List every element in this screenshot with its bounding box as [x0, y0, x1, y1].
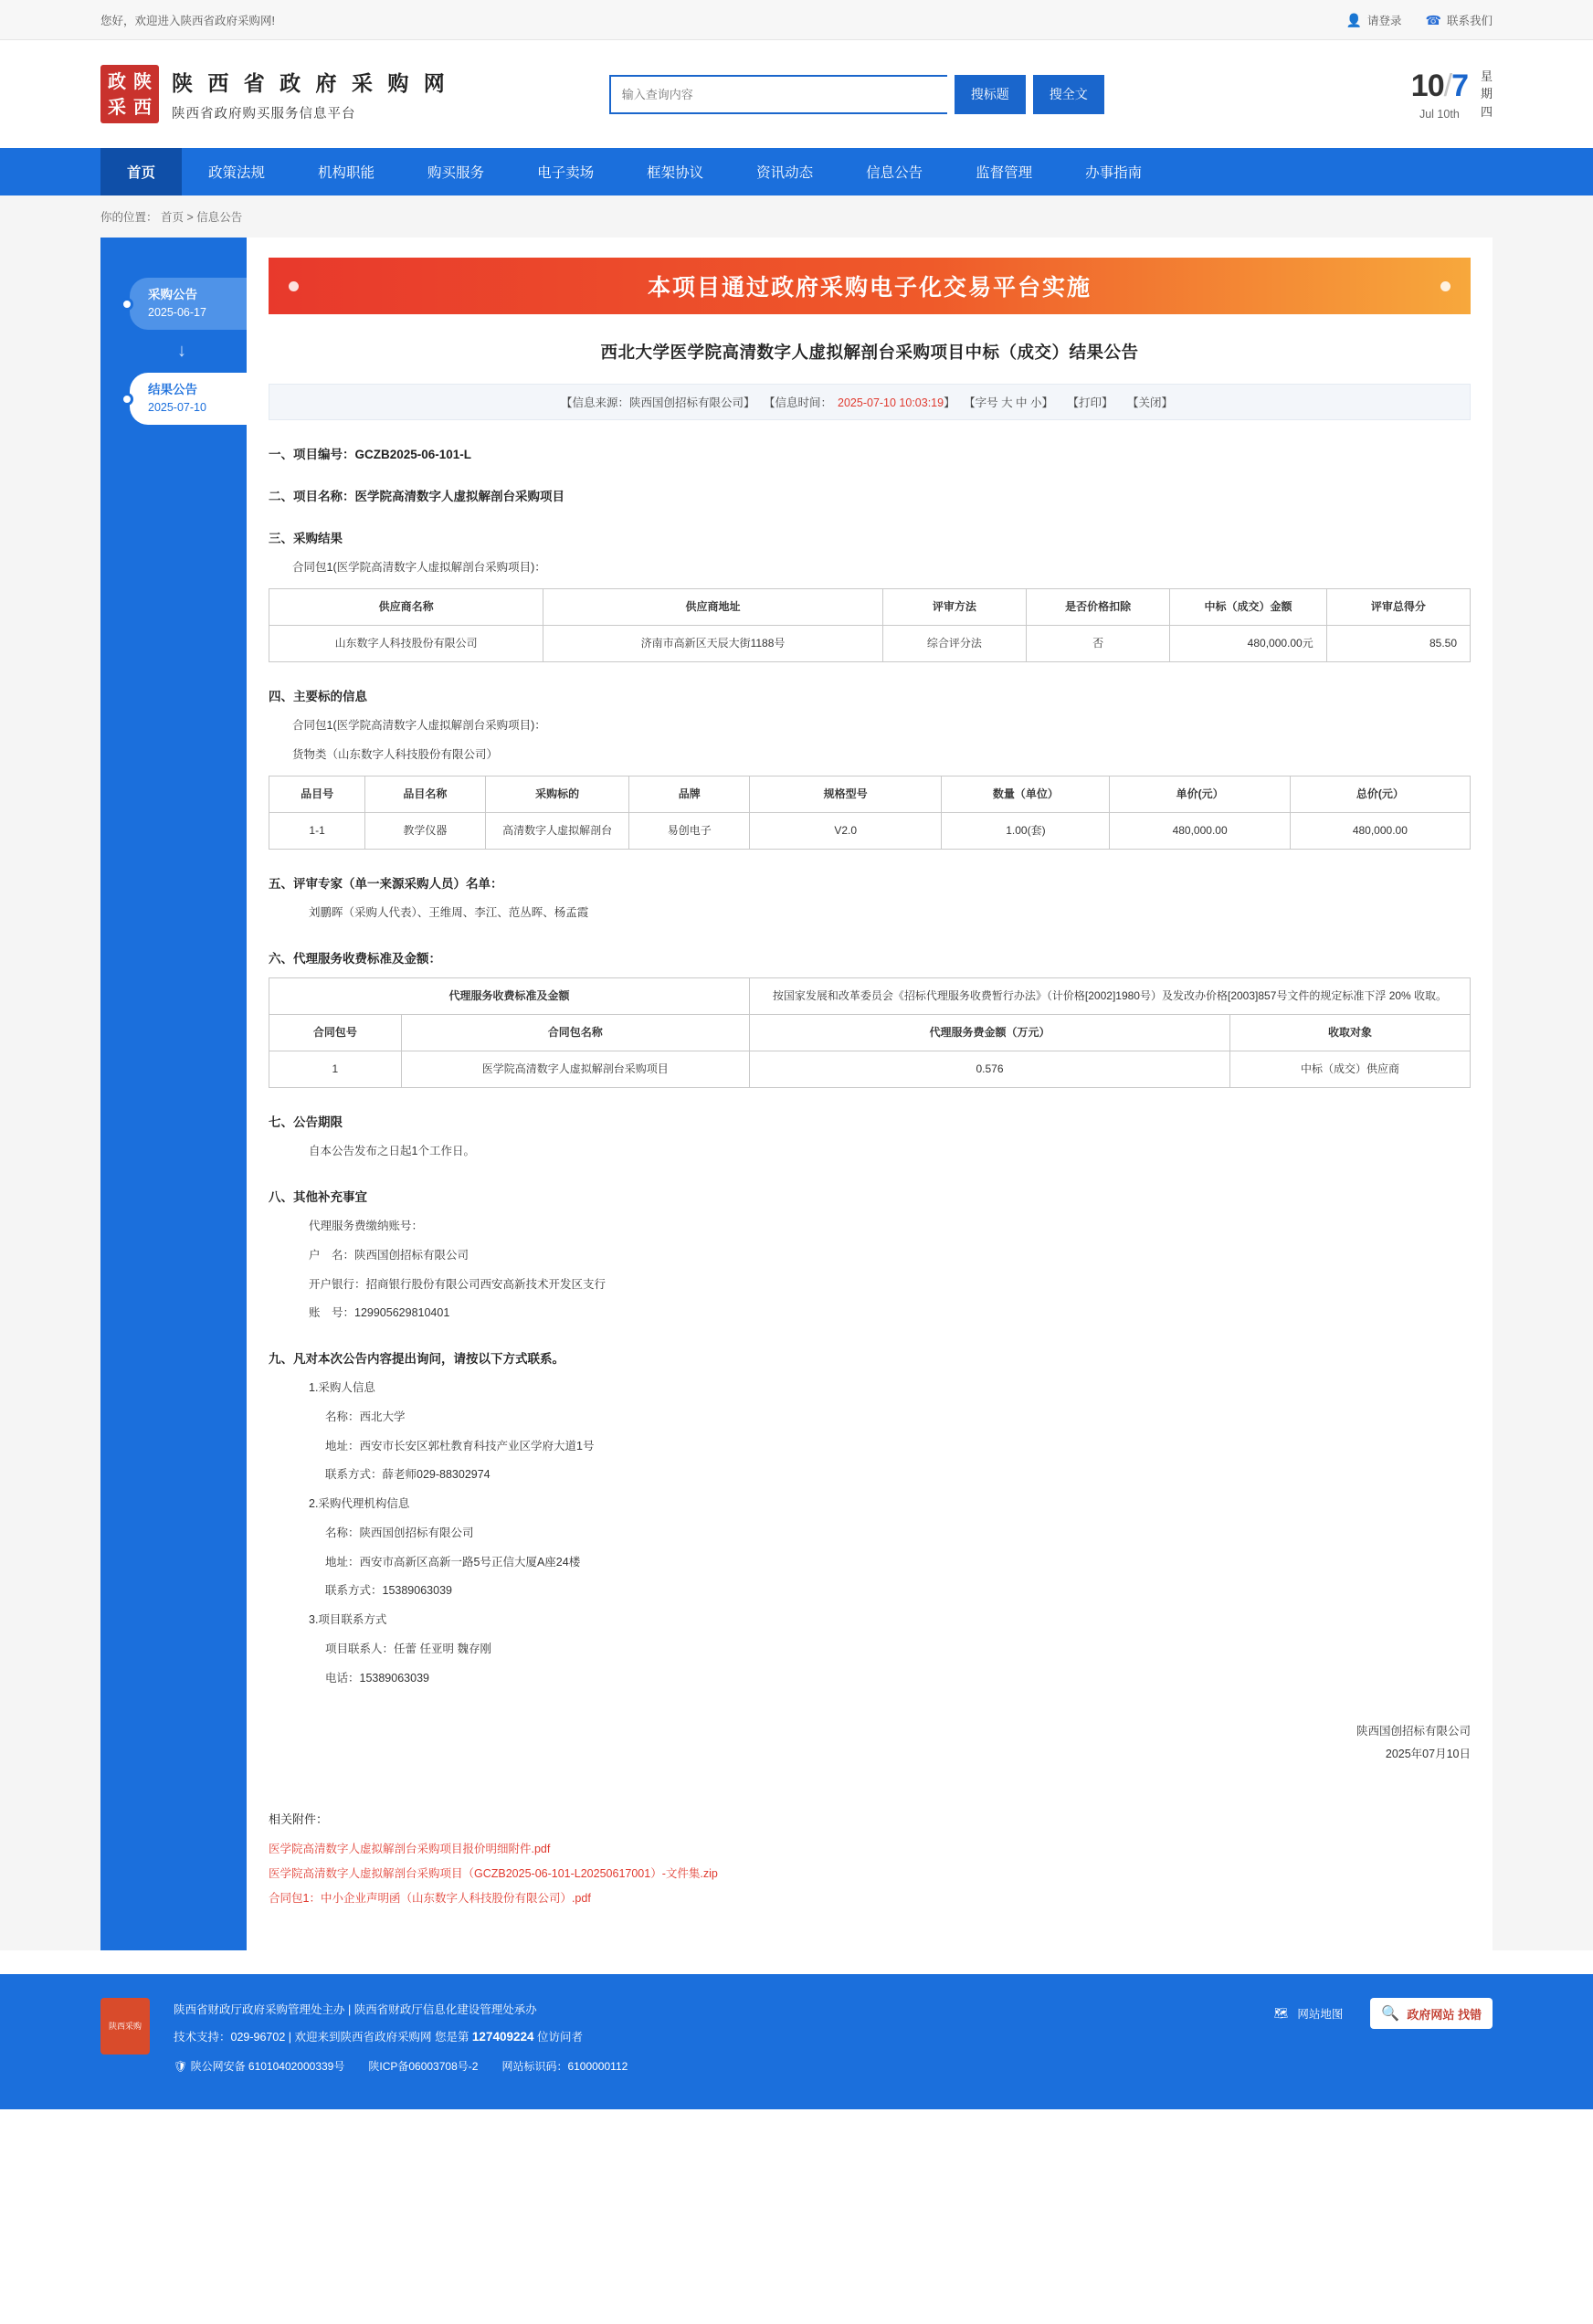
signature-org: 陕西国创招标有限公司	[1356, 1725, 1471, 1738]
step-dot-icon	[121, 298, 133, 311]
th-price-deduction: 是否价格扣除	[1027, 588, 1170, 625]
weekday-block	[1481, 68, 1493, 121]
th-fee-payer: 收取对象	[1229, 1014, 1470, 1051]
date-sub: Jul 10th	[1419, 107, 1460, 121]
section-5-title: 五、评审专家（单一来源采购人员）名单：	[269, 877, 503, 891]
section-4-title: 四、主要标的信息	[269, 690, 367, 704]
meta-fontsize[interactable]: 【字号 大 中 小】	[964, 396, 1054, 409]
contact-group-1-line-3: 联系方式：薛老师029-88302974	[325, 1468, 491, 1482]
attachments-list	[269, 1840, 1471, 1906]
section-6-title: 六、代理服务收费标准及金额：	[269, 951, 441, 966]
logo-char-4: 西	[133, 95, 152, 118]
td-item-target: 高清数字人虚拟解剖台	[485, 812, 629, 849]
date-slash: /	[1443, 68, 1452, 103]
attachments-title: 相关附件：	[269, 1812, 329, 1827]
td-item-no: 1-1	[269, 812, 365, 849]
td-brand: 易创电子	[629, 812, 750, 849]
contact-group-3-line-2: 电话：15389063039	[325, 1671, 429, 1685]
td-quantity: 1.00(套)	[942, 812, 1110, 849]
logo-char-3: 采	[108, 95, 126, 118]
banner-text: 本项目通过政府采购电子化交易平台实施	[647, 274, 1092, 301]
footer-visit-count: 127409224	[471, 2029, 534, 2044]
step-purchase-date: 2025-06-17	[148, 306, 206, 320]
footer-police-record[interactable]	[174, 2055, 344, 2078]
table-row	[269, 625, 1471, 661]
search-area	[609, 75, 1104, 114]
td-spec: V2.0	[749, 812, 941, 849]
meta-print-button[interactable]: 【打印】	[1067, 396, 1113, 409]
step-result-pill	[130, 373, 247, 425]
td-unit-price: 480,000.00	[1110, 812, 1290, 849]
footer-line-2	[174, 2023, 628, 2051]
nav-item-functions[interactable]: 机构职能	[318, 165, 375, 181]
sitemap-link[interactable]	[1274, 2005, 1344, 2022]
section-1-title: 一、项目编号：GCZB2025-06-101-L	[269, 448, 472, 461]
meta-bar	[269, 384, 1471, 420]
fee-head-right: 按国家发展和改革委员会《招标代理服务收费暂行办法》（计价格[2002]1980号）及发改办价格[2003]857号文件的规定标准下浮 20% 收取。	[749, 977, 1470, 1014]
weekday-1: 星	[1480, 69, 1493, 83]
weekday-2: 期	[1480, 87, 1493, 101]
td-price-deduction: 否	[1027, 625, 1170, 661]
banner-dot-right-icon	[1440, 281, 1451, 291]
footer-line-1: 陕西省财政厅政府采购管理处主办 | 陕西省财政厅信息化建设管理处承办	[174, 2003, 537, 2017]
td-review-method: 综合评分法	[882, 625, 1026, 661]
th-supplier-address: 供应商地址	[543, 588, 883, 625]
td-fee-payer: 中标（成交）供应商	[1229, 1051, 1470, 1088]
breadcrumb	[0, 195, 1593, 238]
table-row	[269, 1051, 1471, 1088]
footer-text	[174, 1998, 628, 2078]
nav-item-home[interactable]: 首页	[100, 148, 182, 195]
th-item-no: 品目号	[269, 776, 365, 812]
section-8-line-4: 账 号：129905629810401	[309, 1306, 450, 1320]
welcome-text: 您好，欢迎进入陕西省政府采购网!	[100, 14, 275, 27]
th-award-amount: 中标（成交）金额	[1170, 588, 1327, 625]
login-label: 请登录	[1367, 14, 1402, 27]
contact-group-2-head: 2.采购代理机构信息	[309, 1497, 410, 1511]
top-bar	[0, 0, 1593, 40]
meta-time-end: 】	[944, 396, 955, 409]
section-8-line-3: 开户银行：招商银行股份有限公司西安高新技术开发区支行	[309, 1277, 607, 1291]
date-block	[1411, 68, 1493, 121]
contact-group-2-line-3: 联系方式：15389063039	[325, 1584, 452, 1598]
announcement-content	[247, 238, 1493, 1950]
section-8-line-1: 代理服务费缴纳账号：	[309, 1220, 424, 1233]
result-table	[269, 588, 1471, 662]
page-body	[0, 238, 1593, 1950]
td-total-price: 480,000.00	[1290, 812, 1470, 849]
logo-text	[172, 67, 449, 122]
td-fee-amount: 0.576	[749, 1051, 1229, 1088]
breadcrumb-prefix: 你的位置：	[100, 211, 158, 224]
meta-source: 陕西国创招标有限公司	[628, 396, 744, 409]
date-day: 7	[1451, 68, 1468, 103]
logo-char-1: 政	[108, 69, 126, 92]
contact-group-1-line-1: 名称：西北大学	[325, 1410, 406, 1423]
meta-close-button[interactable]: 【关闭】	[1127, 396, 1174, 409]
td-item-name: 教学仪器	[365, 812, 486, 849]
step-dot-icon	[121, 393, 133, 406]
breadcrumb-home[interactable]: 首页	[161, 211, 185, 224]
th-review-method: 评审方法	[882, 588, 1026, 625]
td-package-no: 1	[269, 1051, 402, 1088]
table-row	[269, 812, 1471, 849]
meta-time: 2025-07-10 10:03:19	[838, 396, 944, 409]
site-name: 陕 西 省 政 府 采 购 网	[172, 70, 449, 95]
breadcrumb-sep: >	[186, 211, 194, 224]
footer-police-text: 陕公网安备 61010402000339号	[190, 2059, 345, 2073]
section-3-title: 三、采购结果	[269, 532, 343, 545]
nav-items	[100, 148, 1168, 195]
nav-item-e-market[interactable]: 电子卖场	[537, 165, 595, 181]
nav-item-purchase-service[interactable]: 购买服务	[427, 165, 485, 181]
footer-legal	[174, 2055, 628, 2078]
nav-item-supervision[interactable]: 监督管理	[976, 165, 1033, 181]
breadcrumb-current: 信息公告	[196, 211, 243, 224]
nav-item-guide[interactable]: 办事指南	[1085, 165, 1143, 181]
contact-group-2-line-1: 名称：陕西国创招标有限公司	[325, 1526, 474, 1539]
th-fee-amount: 代理服务费金额（万元）	[749, 1014, 1229, 1051]
section-8-line-2: 户 名：陕西国创招标有限公司	[309, 1248, 469, 1262]
fee-head-row	[269, 977, 1471, 1014]
signature-date: 2025年07月10日	[1385, 1748, 1471, 1761]
contact-link[interactable]	[1426, 12, 1493, 28]
th-supplier-name: 供应商名称	[269, 588, 543, 625]
nav-item-policy[interactable]: 政策法规	[208, 165, 266, 181]
magnifier-icon: 🔍	[1381, 2006, 1400, 2023]
table-header-row	[269, 1014, 1471, 1051]
banner-dot-left-icon	[289, 281, 299, 291]
step-purchase-title: 采购公告	[148, 288, 197, 301]
logo-icon	[100, 65, 159, 123]
login-link[interactable]	[1346, 12, 1402, 28]
fee-head-left: 代理服务收费标准及金额	[269, 977, 750, 1014]
footer-visits-prefix: 技术支持：029-96702 | 欢迎来到陕西省政府采购网 您是第	[174, 2030, 472, 2044]
phone-icon: ☎	[1425, 12, 1441, 27]
table-header-row	[269, 588, 1471, 625]
contact-group-3-line-1: 项目联系人：任蕾 任亚明 魏存刚	[325, 1642, 491, 1655]
footer-inner	[100, 1998, 1493, 2078]
nav-item-framework[interactable]: 框架协议	[647, 165, 704, 181]
gov-feedback-badge[interactable]	[1370, 1998, 1493, 2029]
map-icon: 🗺	[1273, 2006, 1289, 2020]
attachment-link-3[interactable]: 合同包1：中小企业声明函（山东数字人科技股份有限公司）.pdf	[269, 1892, 591, 1906]
sitemap-label: 网站地图	[1297, 2008, 1344, 2022]
th-item-name: 品目名称	[365, 776, 486, 812]
progress-sidebar	[100, 238, 247, 1950]
section-7-body: 自本公告发布之日起1个工作日。	[309, 1145, 475, 1158]
section-5-body: 刘鹏晖（采购人代表）、王维周、李江、范丛晖、杨孟霞	[309, 906, 589, 919]
section-4-sub1: 合同包1(医学院高清数字人虚拟解剖台采购项目)：	[292, 719, 546, 733]
sidebar-step-result[interactable]	[113, 373, 247, 425]
signature-block	[269, 1720, 1471, 1766]
search-fulltext-button[interactable]: 搜全文	[1033, 75, 1104, 114]
gov-badge-line1: 政府网站	[1407, 2007, 1455, 2022]
th-brand: 品牌	[629, 776, 750, 812]
gov-badge-text	[1407, 2005, 1482, 2023]
date-numbers	[1411, 69, 1468, 104]
section-3-subtitle: 合同包1(医学院高清数字人虚拟解剖台采购项目)：	[292, 561, 546, 574]
th-unit-price: 单价(元）	[1110, 776, 1290, 812]
td-total-score: 85.50	[1326, 625, 1470, 661]
shield-icon: 🛡	[174, 2059, 188, 2073]
footer-right	[1274, 1998, 1493, 2029]
section-8-title: 八、其他补充事宜	[269, 1190, 367, 1205]
td-supplier-address: 济南市高新区天辰大街1188号	[543, 625, 883, 661]
search-input[interactable]	[609, 75, 947, 114]
step-arrow-icon: ↓	[177, 341, 186, 361]
th-total-score: 评审总得分	[1326, 588, 1470, 625]
th-package-no: 合同包号	[269, 1014, 402, 1051]
site-header	[0, 40, 1593, 148]
attachment-link-1[interactable]: 医学院高清数字人虚拟解剖台采购项目报价明细附件.pdf	[269, 1843, 551, 1856]
section-9-title: 九、凡对本次公告内容提出询问，请按以下方式联系。	[269, 1352, 564, 1367]
fee-table	[269, 977, 1471, 1089]
topbar-links	[1346, 12, 1493, 28]
search-title-button[interactable]: 搜标题	[955, 75, 1026, 114]
section-2-title: 二、项目名称：医学院高清数字人虚拟解剖台采购项目	[269, 490, 564, 503]
logo-char-2: 陕	[133, 69, 152, 92]
contact-group-2-line-2: 地址：西安市高新区高新一路5号正信大厦A座24楼	[325, 1555, 581, 1569]
section-4-sub2: 货物类（山东数字人科技股份有限公司）	[292, 747, 499, 761]
meta-time-label: 【信息时间：	[764, 396, 833, 409]
page-title: 西北大学医学院高清数字人虚拟解剖台采购项目中标（成交）结果公告	[600, 343, 1139, 362]
th-spec: 规格型号	[749, 776, 941, 812]
th-total-price: 总价(元）	[1290, 776, 1470, 812]
meta-source-label: 【信息来源：	[560, 396, 629, 409]
sidebar-step-purchase[interactable]	[113, 278, 247, 330]
footer-site-code: 网站标识码：6100000112	[501, 2059, 628, 2073]
contact-group-3-head: 3.项目联系方式	[309, 1613, 387, 1627]
step-result-date: 2025-07-10	[148, 401, 206, 415]
nav-item-announcements[interactable]: 信息公告	[866, 165, 923, 181]
item-table	[269, 776, 1471, 850]
contact-group-1-line-2: 地址：西安市长安区郭杜教育科技产业区学府大道1号	[325, 1439, 595, 1452]
td-award-amount: 480,000.00元	[1170, 625, 1327, 661]
contact-label: 联系我们	[1446, 14, 1493, 27]
logo[interactable]	[100, 65, 449, 123]
contact-group-1-head: 1.采购人信息	[309, 1381, 375, 1395]
site-subname: 陕西省政府购买服务信息平台	[172, 106, 356, 121]
seal-icon: 陕西采购	[100, 1998, 150, 2055]
td-package-name: 医学院高清数字人虚拟解剖台采购项目	[401, 1051, 749, 1088]
gov-badge-line2: 找错	[1457, 2007, 1482, 2022]
footer-icp[interactable]: 陕ICP备06003708号-2	[368, 2059, 479, 2073]
meta-source-end: 】	[744, 396, 755, 409]
site-footer	[0, 1974, 1593, 2109]
step-result-title: 结果公告	[148, 383, 197, 396]
user-icon: 👤	[1345, 12, 1363, 27]
weekday-3: 四	[1480, 104, 1493, 119]
nav-item-news[interactable]: 资讯动态	[756, 165, 814, 181]
th-package-name: 合同包名称	[401, 1014, 749, 1051]
footer-visits-suffix: 位访问者	[533, 2030, 583, 2044]
table-header-row	[269, 776, 1471, 812]
td-supplier-name: 山东数字人科技股份有限公司	[269, 625, 543, 661]
main-nav	[0, 148, 1593, 195]
date-month: 10	[1410, 68, 1444, 103]
step-purchase-pill	[130, 278, 247, 330]
th-quantity: 数量（单位）	[942, 776, 1110, 812]
th-item-target: 采购标的	[485, 776, 629, 812]
platform-banner	[269, 258, 1471, 314]
section-7-title: 七、公告期限	[269, 1115, 343, 1130]
attachment-link-2[interactable]: 医学院高清数字人虚拟解剖台采购项目（GCZB2025-06-101-L20250617001）-文件集.zip	[269, 1867, 718, 1881]
